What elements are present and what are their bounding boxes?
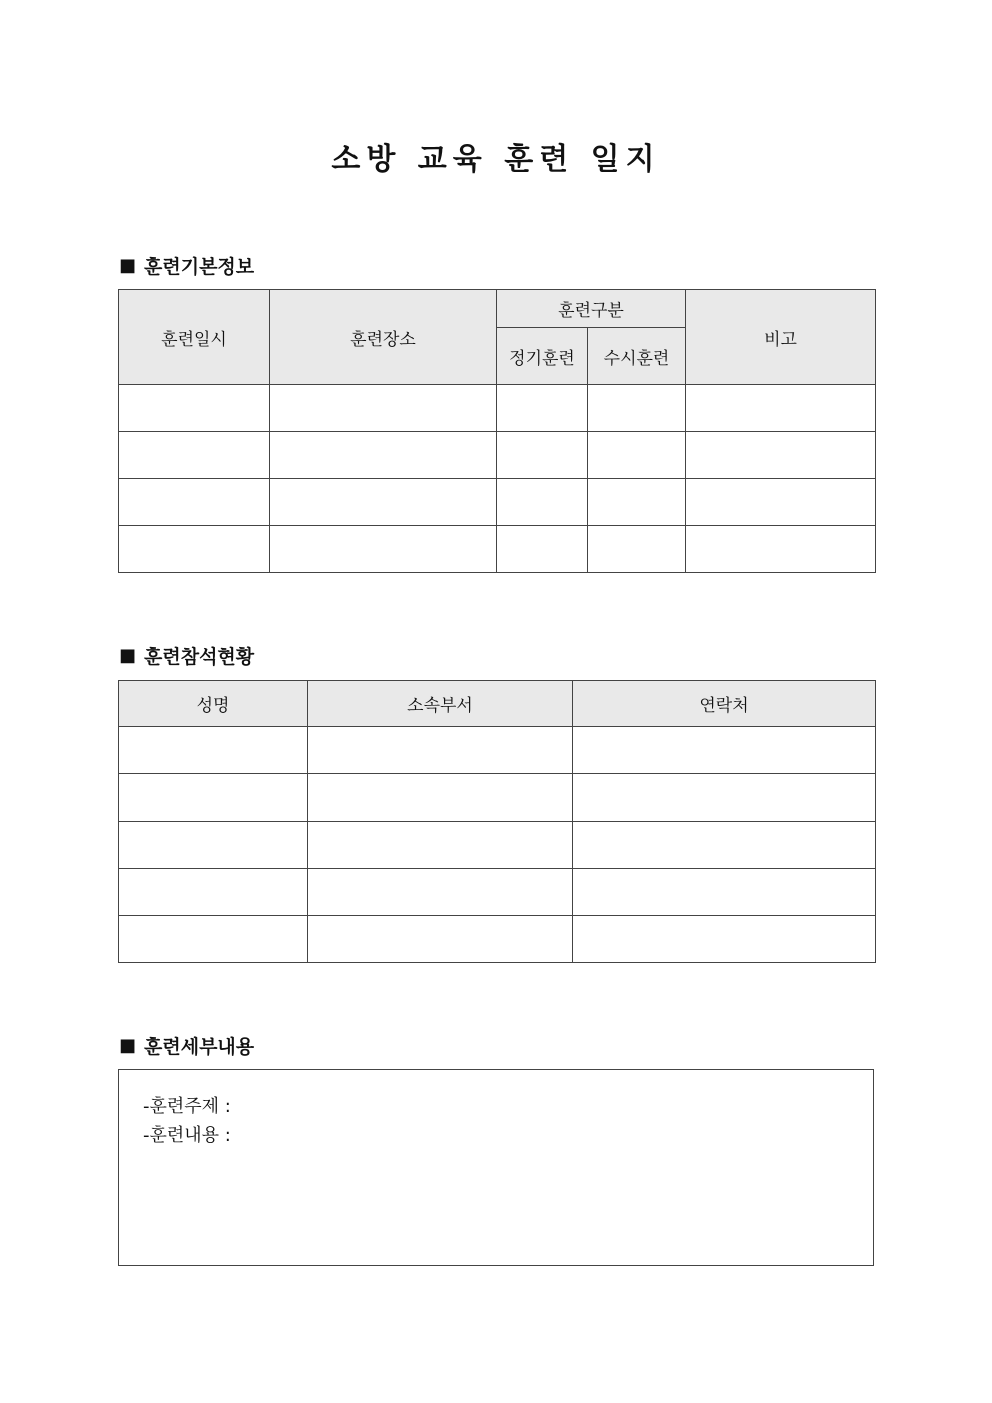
cell-name[interactable] [119,774,308,822]
cell-contact[interactable] [573,822,876,869]
square-bullet-icon: ■ [119,1035,137,1056]
table-row [119,869,876,916]
cell-remarks[interactable] [686,526,876,573]
table-row [119,479,876,526]
table-row [119,822,876,869]
section-heading-label: 훈련기본정보 [144,256,255,278]
basic-info-table [118,289,876,573]
square-bullet-icon: ■ [119,645,137,666]
square-bullet-icon: ■ [119,255,137,276]
cell-date[interactable] [119,432,270,479]
attendance-table [118,680,876,963]
cell-remarks[interactable] [686,385,876,432]
page-title: 소방 교육 훈련 일지 [331,142,661,177]
header-occasional: 수시훈련 [588,328,686,385]
header-place: 훈련장소 [270,290,497,385]
cell-place[interactable] [270,432,497,479]
cell-department[interactable] [308,869,573,916]
cell-contact[interactable] [573,774,876,822]
header-department: 소속부서 [308,681,573,727]
details-box[interactable] [118,1069,874,1266]
cell-name[interactable] [119,916,308,963]
cell-department[interactable] [308,774,573,822]
cell-occasional[interactable] [588,526,686,573]
cell-date[interactable] [119,479,270,526]
table-row [119,727,876,774]
section-heading-basic-info [119,252,254,279]
cell-place[interactable] [270,479,497,526]
cell-contact[interactable] [573,727,876,774]
cell-department[interactable] [308,727,573,774]
table-row [119,432,876,479]
cell-department[interactable] [308,822,573,869]
cell-remarks[interactable] [686,479,876,526]
header-date: 훈련일시 [119,290,270,385]
cell-contact[interactable] [573,869,876,916]
table-row [119,774,876,822]
table-row [119,916,876,963]
table-row [119,385,876,432]
table-row [119,526,876,573]
cell-occasional[interactable] [588,479,686,526]
cell-name[interactable] [119,727,308,774]
header-remarks: 비고 [686,290,876,385]
section-heading-details [119,1032,254,1059]
cell-date[interactable] [119,385,270,432]
cell-date[interactable] [119,526,270,573]
cell-regular[interactable] [497,526,588,573]
cell-place[interactable] [270,526,497,573]
cell-remarks[interactable] [686,432,876,479]
cell-regular[interactable] [497,385,588,432]
cell-name[interactable] [119,869,308,916]
section-heading-label: 훈련참석현황 [144,646,255,668]
header-regular: 정기훈련 [497,328,588,385]
header-category: 훈련구분 [497,290,686,328]
cell-place[interactable] [270,385,497,432]
training-topic-label: -훈련주제 : [143,1096,231,1117]
section-heading-label: 훈련세부내용 [144,1036,255,1058]
cell-regular[interactable] [497,479,588,526]
cell-contact[interactable] [573,916,876,963]
cell-department[interactable] [308,916,573,963]
section-heading-attendance [119,642,254,669]
cell-regular[interactable] [497,432,588,479]
cell-occasional[interactable] [588,432,686,479]
cell-name[interactable] [119,822,308,869]
training-content-label: -훈련내용 : [143,1125,231,1146]
header-contact: 연락처 [573,681,876,727]
cell-occasional[interactable] [588,385,686,432]
header-name: 성명 [119,681,308,727]
